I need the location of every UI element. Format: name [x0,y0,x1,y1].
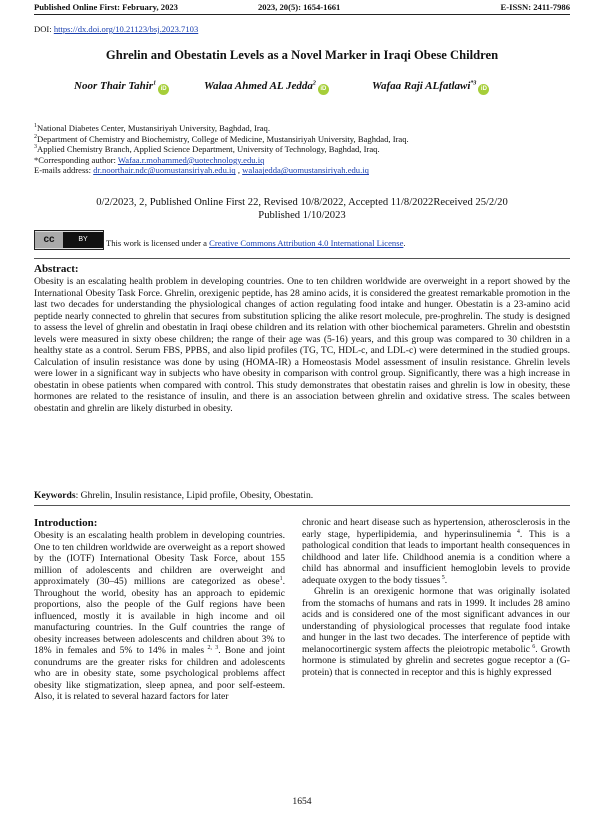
affiliation-sup: 2 [34,133,37,140]
orcid-icon[interactable]: iD [478,84,489,95]
intro-text: . Growth hormone is stimulated by ghrelin and secretes gogue receptor a (G-protein) that is connected in receptor and this is highly expressed [302,643,571,678]
header-volume: 2023, 20(5): 1654-1661 [258,2,341,12]
corresponding-label: *Corresponding author: [34,154,118,165]
intro-left-column [34,530,285,703]
by-icon: BY [63,232,103,248]
emails-line [34,165,570,176]
affiliation-text: Department of Chemistry and Biochemistry, College of Medicine, Mustansiriyah University, Baghdad, Iraq. [37,133,409,144]
running-header [34,2,570,14]
page-number: 1654 [292,796,312,807]
keywords-line [34,490,570,501]
cc-icon: cc [35,232,63,248]
author-3 [372,80,489,95]
intro-text: . This is a pathological condition that leads to important health consequences in childhood and later life. Childhood anemia is a condition where a child has abnormal and insufficient hemoglobin levels to provide adequate oxygen to the body tissues [302,528,571,586]
license-end: . [403,238,406,248]
affiliation-sup: 3 [34,144,37,151]
doi-line [34,24,198,34]
intro-right-column [302,517,570,678]
citation: 4 [511,528,520,535]
header-issn: E-ISSN: 2411-7986 [500,2,570,12]
cc-by-license-badge[interactable] [34,230,104,250]
orcid-icon[interactable]: iD [158,84,169,95]
author-1 [74,80,169,95]
intro-paragraph-2 [302,586,570,678]
author-sup: 1 [153,80,157,87]
dates-line-1: 0/2/2023, 2, Published Online First 22, Revised 10/8/2022, Accepted 11/8/2022Received 25/2/20 [96,197,508,208]
doi-link[interactable]: https://dx.doi.org/10.21123/bsj.2023.7103 [53,24,199,34]
affiliation-text: National Diabetes Center, Mustansiriyah University, Baghdad, Iraq. [37,123,270,133]
paper-title: Ghrelin and Obestatin Levels as a Novel Marker in Iraqi Obese Children [105,48,499,62]
doi-label: DOI: [34,24,54,34]
intro-text: Obesity is an escalating health problem in developing countries. One to ten children worldwide are overweight as a report showed by the (IOTF) International Obesity Task Force, about 155 million of adolescents and children are overweight and approximately (30–45) millions are categorized as obese [34,530,285,587]
license-rule [34,258,570,259]
intro-text: Ghrelin is an orexigenic hormone that was originally isolated from the stomachs of humans and rats in 1999. It includes 28 amino acids and is considered one of the most significant advances in our understanding of physiological processes that regulate food intake and hunger in the last two decades. The interference of peptide with melanocortinergic system affects the pleiotropic metabolic [302,586,570,655]
dates-line-2: Published 1/10/2023 [258,210,346,221]
keywords-label: Keywords [34,490,76,501]
license-text: This work is licensed under a [106,238,210,248]
author-name: Noor Thair Tahir [74,80,154,92]
abstract-heading: Abstract: [34,263,79,275]
author-name: Walaa Ahmed AL Jedda [204,80,313,92]
corresponding-author [34,155,570,166]
citation: 5 [440,574,445,581]
author-sup: *3 [470,80,477,87]
keywords-text: : Ghrelin, Insulin resistance, Lipid profile, Obesity, Obestatin. [75,490,314,501]
header-rule [34,14,570,15]
license-line [106,238,406,248]
intro-text: . Throughout the world, obesity has an approach to epidemic proportions, also the people of the Gulf regions have been influenced, mostly it is available in high income and oil manufacturing countries. In the Gulf countries the range of obesity increases between adolescents and children about 3% to 18% in females and 5% to 14% in males [34,576,285,656]
header-published: Published Online First: February, 2023 [34,2,178,12]
email-separator: , [235,165,243,176]
affiliations [34,123,570,176]
author-name: Wafaa Raji ALfatlawi [372,80,471,92]
email-link-2[interactable]: walaajedda@uomustansiriyah.edu.iq [242,165,369,176]
citation: 6 [530,643,536,650]
license-link[interactable]: Creative Commons Attribution 4.0 International License [209,238,404,248]
citation: 1 [279,575,283,582]
keywords-rule [34,505,570,506]
author-sup: 2 [312,80,316,87]
citation: 2, 3 [204,644,219,651]
affiliation-sup: 1 [34,123,37,130]
emails-label: E-mails address: [34,165,94,176]
intro-text: chronic and heart disease such as hypertension, atherosclerosis in the early stage, hyperlipidemia, and hyperinsulinemia [302,517,570,540]
intro-text: . Bone and joint conundrums are the greater risks for children and adolescents who are in obesity state, some psychological problems affect obesity like stigmatization, sleep apnea, and poor self-esteem. Also, it is related to several hazard factors for later [34,645,285,702]
affiliation-1 [34,123,570,134]
intro-text: . [444,574,448,586]
affiliation-3 [34,144,570,155]
affiliation-text: Applied Chemistry Branch, Applied Science Department, University of Technology, Baghdad, Iraq. [37,144,380,155]
article-dates [34,196,570,222]
author-2 [204,80,329,95]
affiliation-2 [34,134,570,145]
email-link-1[interactable]: dr.noorthair.ndc@uomustansiriyah.edu.iq [93,165,236,176]
abstract-body: Obesity is an escalating health problem in developing countries. One to ten children worldwide are overweight in a report showed by the International Obesity Task Force. Ghrelin, orexigenic peptide, has 28 amino acids, it is considered the greatest remarkable promotion in the last two decades for understanding the physiological changes of action regulating food intake and hunger. Obestatin is a 23-amino acid peptide nearly connected to ghrelin that secures from substitution splicing the alike resort molecule, pre-proghrelin. The study is designed to assess the level of ghrelin and obestatin in Iraqi obese children and its relation with other biochemical parameters. Ghrelin and obeststin levels were measured in sixty obese children; the range of their age was (5-16) years, and this group was compared to 30 children in a healthy state as a control. Serum FBS, PPBS, and also lipid profiles (TG, TC, HDL-c, and LDL-c) were determined in the studied groups. Calculation of insulin resistance was done by using (HOMA-IR) a Homeostasis Model assessment of insulin resistance. Ghrelin levels were lower in a significant way in subjects who have obesity in comparison with control group. Significantly, there was a high increase in obestatin in obese patients when compared with control. This study demonstrates that obestatin raises and ghrelin is low in obesity, these hormones are related to the resistance of insulin, and there is an association between ghrelin and oxidative stress. The scales between obestatin and ghrelin are likely disturbed in obesity. [34,276,570,414]
author-list [34,80,570,94]
introduction-heading: Introduction: [34,517,98,529]
orcid-icon[interactable]: iD [318,84,329,95]
corresponding-email-link[interactable]: Wafaa.r.mohammed@uotechnology.edu.iq [117,154,265,165]
